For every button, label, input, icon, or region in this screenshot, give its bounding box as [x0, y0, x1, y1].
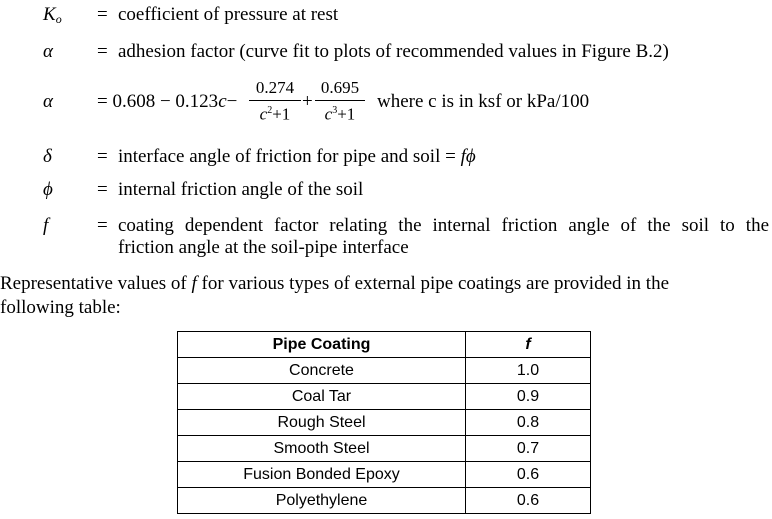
cell-coating: Coal Tar — [178, 384, 466, 410]
equals-sign: = — [97, 4, 108, 25]
cell-f: 0.9 — [466, 384, 591, 410]
table-row — [178, 410, 591, 436]
table-row — [178, 384, 591, 410]
cell-f: 0.6 — [466, 488, 591, 514]
coating-factor-table — [177, 331, 591, 514]
symbol-f: f — [43, 215, 49, 236]
table-row — [178, 436, 591, 462]
symbol-k-o: $K_o$ — [43, 4, 62, 26]
cell-coating: Fusion Bonded Epoxy — [178, 462, 466, 488]
cell-coating: Concrete — [178, 358, 466, 384]
equals-sign: = — [97, 41, 108, 62]
definition-f-line2: friction angle at the soil-pipe interface — [118, 237, 409, 258]
cell-coating: Smooth Steel — [178, 436, 466, 462]
symbol-delta: δ — [43, 146, 52, 167]
cell-f: 0.7 — [466, 436, 591, 462]
header-pipe-coating: Pipe Coating — [178, 332, 466, 358]
symbol-phi: ϕ — [43, 179, 53, 200]
equals-sign: = — [97, 146, 108, 167]
equals-sign: = — [97, 179, 108, 200]
equals-sign: = — [97, 215, 108, 236]
cell-f: 0.8 — [466, 410, 591, 436]
definition-alpha: adhesion factor (curve fit to plots of recommended values in Figure B.2) — [118, 41, 669, 62]
symbol-alpha: α — [43, 41, 53, 62]
fraction-2: $\frac{0.695}{c^3+1}$ — [315, 78, 365, 125]
definition-f-line1: coating dependent factor relating the internal friction angle of the soil to the — [118, 215, 769, 236]
formula-lead: = 0.608 − 0.123c− — [97, 91, 238, 112]
header-f: f — [466, 332, 591, 358]
table-row — [178, 488, 591, 514]
fraction-1: $\frac{0.274}{c^2+1}$ — [249, 78, 301, 125]
cell-f: 0.6 — [466, 462, 591, 488]
cell-coating: Rough Steel — [178, 410, 466, 436]
formula-note: where c is in ksf or kPa/100 — [377, 91, 590, 112]
formula-plus: + — [302, 91, 313, 112]
table-row — [178, 358, 591, 384]
table-row — [178, 462, 591, 488]
definition-f — [118, 215, 769, 259]
definition-k-o: coefficient of pressure at rest — [118, 4, 339, 25]
cell-f: 1.0 — [466, 358, 591, 384]
formula-symbol-alpha: α — [43, 91, 53, 112]
cell-coating: Polyethylene — [178, 488, 466, 514]
table-header-row — [178, 332, 591, 358]
definition-phi: internal friction angle of the soil — [118, 179, 364, 200]
definition-delta: interface angle of friction for pipe and soil = fϕ — [118, 146, 476, 167]
intro-paragraph: Representative values of f for various types of external pipe coatings are provided in the following table: — [0, 273, 670, 318]
